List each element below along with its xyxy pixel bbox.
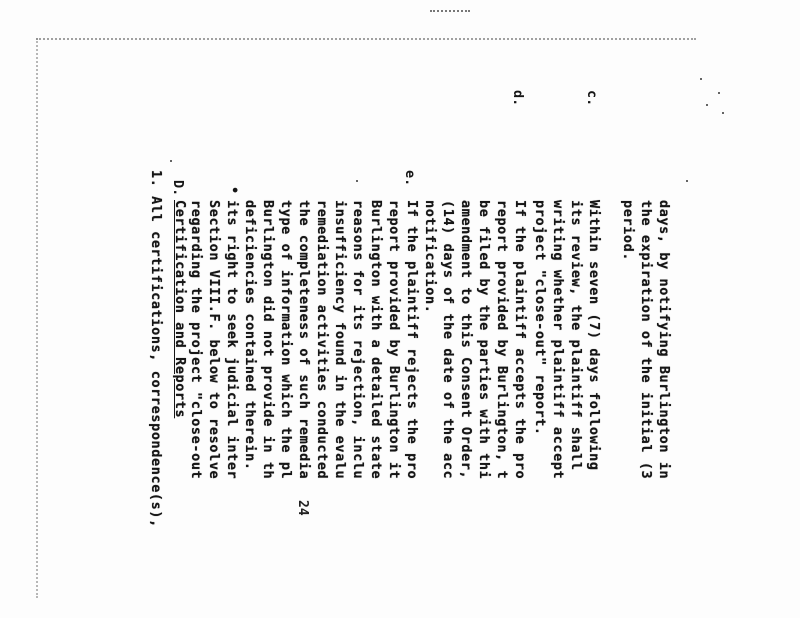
text-line: reasons for its rejection, inclu	[350, 200, 366, 480]
list-marker-c: c.	[584, 90, 600, 107]
scan-speck	[170, 160, 172, 162]
text-line: Within seven (7) days following	[586, 200, 602, 471]
scan-speck	[686, 180, 688, 182]
text-line: Burlington did not provide in th	[260, 200, 276, 480]
text-line: insufficiency found in the evalu	[332, 200, 348, 480]
text-line: type of information which the pl	[278, 200, 294, 480]
scan-speck	[356, 180, 358, 182]
text-line: (14) days of the date of the acc	[440, 200, 456, 480]
text-line: report provided by Burlington, t	[494, 200, 510, 480]
text-line: If the plaintiff rejects the pro	[404, 200, 420, 480]
text-line: Burlington with a detailed state	[368, 200, 384, 480]
text-line: its review, the plaintiff shall	[568, 200, 584, 471]
section-marker-D: D.	[170, 180, 186, 197]
text-line: If the plaintiff accepts the pro	[512, 200, 528, 480]
section-heading: Certification and Reports	[172, 200, 188, 419]
list-marker-e: e.	[402, 170, 418, 187]
scan-smudge-top	[430, 10, 470, 16]
text-line: period.	[620, 200, 636, 262]
list-marker-d: d.	[510, 90, 526, 107]
text-line: regarding the project "close-out	[188, 200, 204, 480]
bullet-mark: •	[226, 186, 242, 195]
text-line: be filed by the parties with thi	[476, 200, 492, 480]
rotated-document-body	[148, 90, 672, 618]
scan-speck	[706, 104, 708, 106]
text-line: Section VIII.F. below to resolve	[206, 200, 222, 480]
scan-edge-left	[36, 38, 38, 598]
text-line: notification.	[422, 200, 438, 314]
page-number: 24	[295, 500, 310, 516]
text-line: writing whether plaintiff accept	[550, 200, 566, 480]
scan-edge-top	[36, 38, 696, 40]
text-line: 1. All certifications, correspondence(s),	[148, 170, 164, 528]
text-line: project "close-out" report.	[532, 200, 548, 436]
text-line: deficiencies contained therein.	[242, 200, 258, 471]
scan-speck	[718, 92, 720, 94]
text-line: remediation activities conducted	[314, 200, 330, 480]
text-line: report provided by Burlington it	[386, 200, 402, 480]
text-line: days, by notifying Burlington in	[656, 200, 672, 480]
text-line: the completeness of such remedia	[296, 200, 312, 480]
text-line: its right to seek judicial inter	[224, 200, 240, 480]
text-line: the expiration of the initial (3	[638, 200, 654, 480]
text-line: amendment to this Consent Order,	[458, 200, 474, 480]
scan-speck	[722, 112, 724, 114]
scan-speck	[700, 78, 702, 80]
